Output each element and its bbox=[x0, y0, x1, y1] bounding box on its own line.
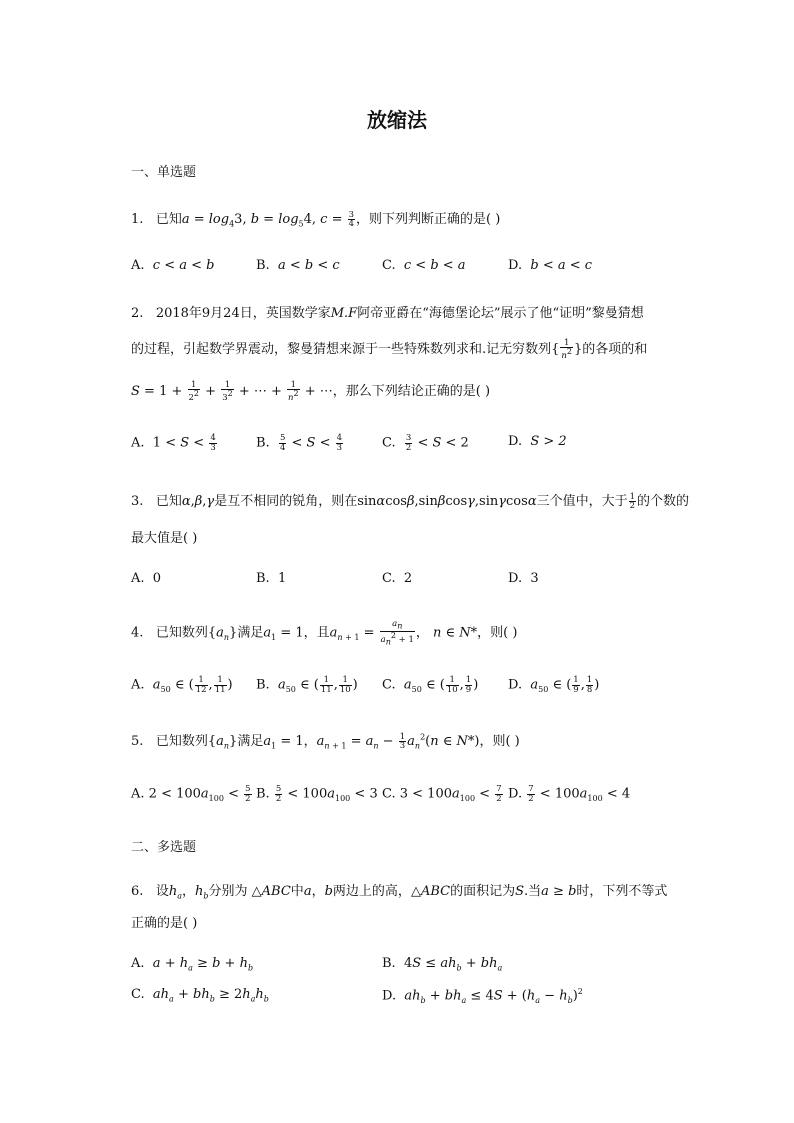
option-a[interactable]: A. $a + h_a \ge b + h_b$ bbox=[131, 956, 254, 973]
question-1-options bbox=[131, 258, 651, 276]
option-a[interactable]: A. 1 < S < $\frac{4}{3}$ bbox=[131, 433, 216, 453]
option-d[interactable]: D. $a_{50}$ ∈ ( $\frac{1}{9}$ , $\frac{1}{8}$ ) bbox=[508, 675, 600, 695]
question-2-line-2: 的过程，引起数学界震动，黎曼猜想来源于一些特殊数列求和.记无穷数列{ $\frac{1}{n^2}$ }的各项的和 bbox=[131, 337, 648, 361]
question-5-stem: 5. 已知数列$\{a_n\}$满足$a_1 = 1$，$a_{n + 1} = a_n$ − $\frac{1}{3}$ $a_n^2(n$ ∈ N*)，则( ) bbox=[131, 731, 520, 751]
question-4-stem: 4. 已知数列$\{a_n\}$满足$a_1 = 1$，且$a_{n + 1}$ = $\frac{a_n}{a_n^2 + 1}$ ， n ∈ N*，则( ) bbox=[131, 619, 518, 647]
question-3-line-1: 3. 已知α,β,γ是互不相同的锐角，则在sinαcosβ,sinβcosγ,sinγcosα三个值中，大于 $\frac{1}{2}$ 的个数的 bbox=[131, 491, 690, 511]
option-d[interactable]: D. S > 2 bbox=[508, 434, 567, 449]
option-b[interactable]: B. 1 bbox=[256, 571, 287, 586]
question-3-options bbox=[131, 571, 651, 589]
option-b[interactable]: B. $4S \le ah_b + bh_a$ bbox=[382, 956, 503, 973]
option-a[interactable]: A. $2 < 100a_{100}$ < $\frac{5}{2}$ bbox=[131, 784, 251, 804]
section-heading-multiple-choice: 二、多选题 bbox=[131, 840, 197, 855]
question-2-line-1: 2. 2018年9月24日，英国数学家M.F阿帝亚爵在“海德堡论坛”展示了他“证明”黎曼猜想 bbox=[131, 306, 644, 321]
question-1-stem: 1. 已知$a = \log_43$, $b = \log_54$, c = $\frac{3}{4}$ ，则下列判断正确的是( ) bbox=[131, 209, 501, 229]
option-a[interactable]: A. 0 bbox=[131, 571, 162, 586]
option-c[interactable]: C. 2 bbox=[382, 571, 413, 586]
option-a[interactable]: A. $a_{50}$ ∈ ( $\frac{1}{12}$ , $\frac{1}{11}$ ) bbox=[131, 675, 233, 695]
question-6-line-1: 6. 设$h_a$，$h_b$分别为 △ABC中a，b两边上的高，△ABC的面积记为S.当a ≥ b时，下列不等式 bbox=[131, 884, 668, 901]
question-2-options bbox=[131, 434, 651, 456]
option-c[interactable]: C. $\frac{3}{2}$ < S < 2 bbox=[382, 433, 469, 453]
option-d[interactable]: D. $ah_b + bh_a \le 4S + (h_a - h_b)^2$ bbox=[382, 987, 583, 1005]
question-4-options bbox=[131, 676, 651, 698]
option-b[interactable]: B. $\frac{5}{4}$ < S < $\frac{4}{3}$ bbox=[256, 433, 343, 453]
option-b[interactable]: B. a < b < c bbox=[256, 258, 340, 273]
question-5-options bbox=[131, 785, 661, 807]
option-b[interactable]: B. $\frac{5}{2}$ < $100a_{100} < 3$ bbox=[256, 784, 378, 804]
question-3-line-2: 最大值是( ) bbox=[131, 531, 198, 546]
section-heading-single-choice: 一、单选题 bbox=[131, 165, 197, 180]
question-6-line-2: 正确的是( ) bbox=[131, 916, 198, 931]
option-c[interactable]: C. $3 < 100a_{100}$ < $\frac{7}{2}$ bbox=[382, 784, 502, 804]
option-d[interactable]: D. $\frac{7}{2}$ < $100a_{100} < 4$ bbox=[508, 784, 631, 804]
option-b[interactable]: B. $a_{50}$ ∈ ( $\frac{1}{11}$ , $\frac{1}{10}$ ) bbox=[256, 675, 358, 695]
option-c[interactable]: C. $a_{50}$ ∈ ( $\frac{1}{10}$ , $\frac{1}{9}$ ) bbox=[382, 675, 479, 695]
option-c[interactable]: C. c < b < a bbox=[382, 258, 466, 273]
option-a[interactable]: A. c < a < b bbox=[131, 258, 215, 273]
question-2-line-3: S = 1 + $\frac{1}{2^2}$ + $\frac{1}{3^2}$ + ⋯ + $\frac{1}{n^2}$ + ⋯，那么下列结论正确的是( ) bbox=[131, 379, 491, 403]
option-c[interactable]: C. $ah_a + bh_b \ge 2h_ah_b$ bbox=[131, 987, 269, 1004]
option-d[interactable]: D. 3 bbox=[508, 571, 539, 586]
page-title: 放缩法 bbox=[367, 108, 427, 132]
question-6-options-row-2 bbox=[131, 987, 691, 1005]
question-6-options-row-1 bbox=[131, 956, 651, 974]
option-d[interactable]: D. b < a < c bbox=[508, 258, 593, 273]
